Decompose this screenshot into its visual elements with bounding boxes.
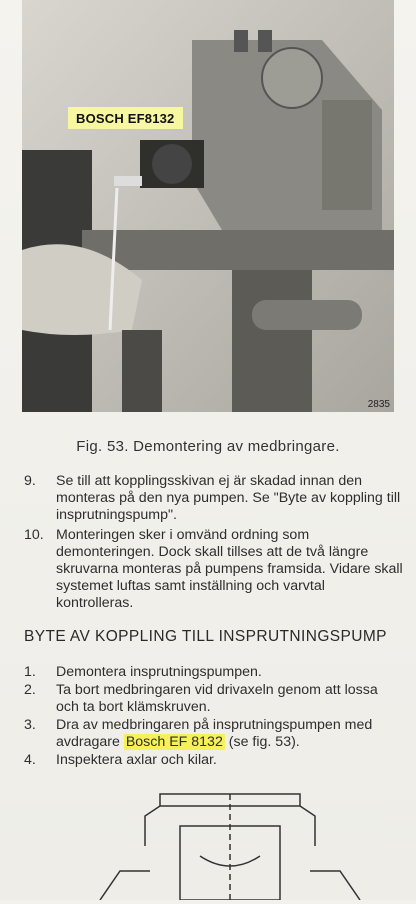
list-item: 10. Monteringen sker i omvänd ordning som demonteringen. Dock skall tillses att de två längre skruvarna monteras på pumpens framsida. Vidare skall systemet luftas samt inställning och varvtal kontrolleras. bbox=[24, 527, 403, 611]
highlighted-part-number: Bosch EF 8132 bbox=[125, 734, 223, 750]
steps-list-a bbox=[24, 473, 404, 613]
list-item: 3. Dra av medbringaren på insprutningspumpen med avdragare Bosch EF 8132 (se fig. 53). bbox=[24, 717, 373, 750]
list-item: 4. Inspektera axlar och kilar. bbox=[24, 752, 217, 768]
figure-caption: Fig. 53. Demontering av medbringare. bbox=[76, 438, 340, 455]
section-heading: BYTE AV KOPPLING TILL INSPRUTNINGSPUMP bbox=[24, 628, 387, 645]
figure-code: 2835 bbox=[367, 399, 390, 410]
list-item: 1. Demontera insprutningspumpen. bbox=[24, 664, 262, 680]
part-label: BOSCH EF8132 bbox=[68, 107, 183, 129]
coupling-drawing bbox=[0, 786, 416, 900]
list-item: 2. Ta bort medbringaren vid drivaxeln genom att lossa och ta bort klämskruven. bbox=[24, 682, 378, 715]
pump-photo-illustration bbox=[22, 0, 394, 412]
figure-53-photo bbox=[22, 0, 394, 412]
list-item: 9. Se till att kopplingsskivan ej är skadad innan den monteras på den nya pumpen. Se "Byte av koppling till insprutningspump". bbox=[24, 473, 401, 523]
steps-list-b bbox=[24, 664, 404, 770]
bottom-figure-partial bbox=[0, 786, 416, 900]
